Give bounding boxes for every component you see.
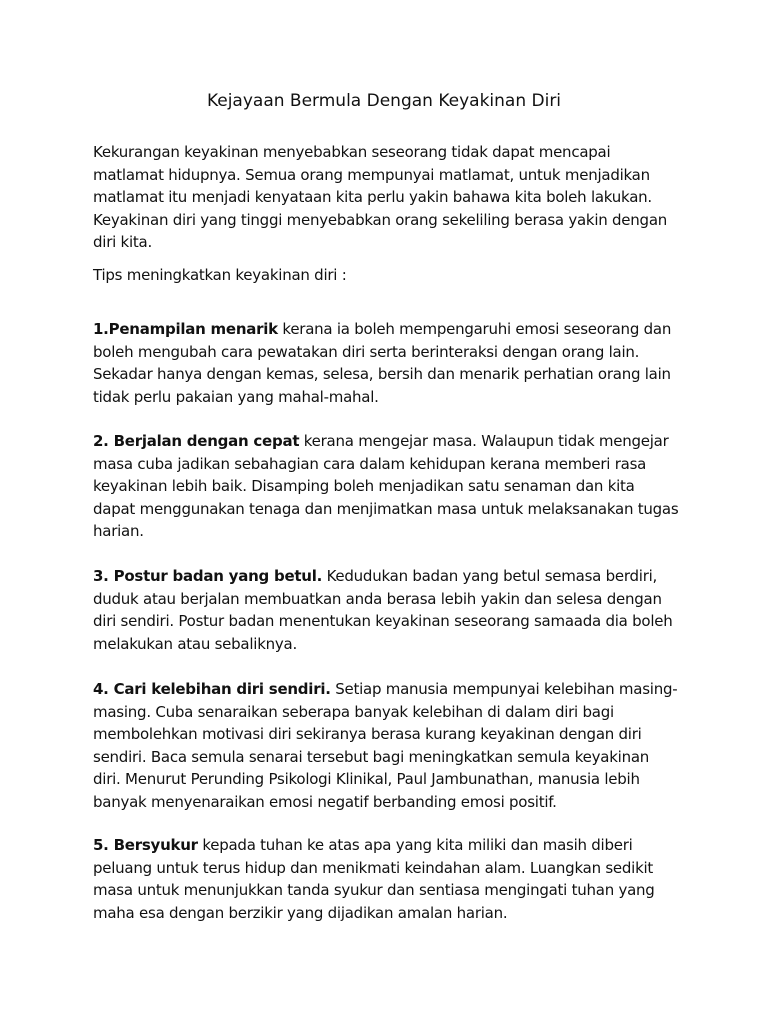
paragraph-line: maha esa dengan berzikir yang dijadikan amalan harian. bbox=[93, 903, 508, 922]
paragraph-line bbox=[93, 834, 693, 857]
tips-heading bbox=[93, 264, 693, 287]
tip-paragraph-5 bbox=[93, 834, 693, 924]
paragraph-line bbox=[93, 678, 693, 701]
paragraph-line bbox=[93, 565, 693, 588]
paragraph-line: sendiri. Baca semula senarai tersebut bagi meningkatkan semula keyakinan bbox=[93, 747, 650, 766]
tip-text: kerana mengejar masa. Walaupun tidak mengejar bbox=[299, 432, 669, 450]
tip-paragraph-1 bbox=[93, 318, 693, 408]
tip-paragraph-3 bbox=[93, 565, 693, 655]
tips-heading-text: Tips meningkatkan keyakinan diri : bbox=[93, 266, 347, 284]
paragraph-line: harian. bbox=[93, 522, 144, 541]
tip-text: Kedudukan badan yang betul semasa berdiri, bbox=[322, 567, 658, 585]
paragraph-line: Kekurangan keyakinan menyebabkan seseorang tidak dapat mencapai bbox=[93, 143, 611, 161]
paragraph-line: dapat menggunakan tenaga dan menjimatkan masa untuk melaksanakan tugas bbox=[93, 499, 679, 518]
paragraph-line: melakukan atau sebaliknya. bbox=[93, 634, 297, 653]
paragraph-line: tidak perlu pakaian yang mahal-mahal. bbox=[93, 387, 379, 406]
paragraph-line: masa untuk menunjukkan tanda syukur dan sentiasa mengingati tuhan yang bbox=[93, 881, 655, 900]
intro-paragraph bbox=[93, 141, 693, 254]
paragraph-line: boleh mengubah cara pewatakan diri serta berinteraksi dengan orang lain. bbox=[93, 342, 640, 361]
document-title: Kejayaan Bermula Dengan Keyakinan Diri bbox=[206, 91, 562, 111]
paragraph-line: diri sendiri. Postur badan menentukan keyakinan seseorang samaada dia boleh bbox=[93, 612, 673, 631]
tip-text: kepada tuhan ke atas apa yang kita miliki dan masih diberi bbox=[197, 836, 633, 854]
tip-heading: 5. Bersyukur bbox=[93, 836, 198, 854]
paragraph-line: matlamat itu menjadi kenyataan kita perlu yakin bahawa kita boleh lakukan. bbox=[93, 188, 652, 207]
paragraph-line: matlamat hidupnya. Semua orang mempunyai matlamat, untuk menjadikan bbox=[93, 165, 650, 184]
paragraph-line: Sekadar hanya dengan kemas, selesa, bersih dan menarik perhatian orang lain bbox=[93, 365, 671, 384]
tip-paragraph-4 bbox=[93, 678, 693, 814]
paragraph-line bbox=[93, 318, 693, 341]
paragraph-line: Keyakinan diri yang tinggi menyebabkan orang sekeliling berasa yakin dengan bbox=[93, 210, 668, 229]
tip-text: kerana ia boleh mempengaruhi emosi seseorang dan bbox=[277, 320, 672, 338]
tip-heading: 1.Penampilan menarik bbox=[93, 320, 278, 338]
paragraph-line: keyakinan lebih baik. Disamping boleh menjadikan satu senaman dan kita bbox=[93, 477, 635, 496]
paragraph-line: diri kita. bbox=[93, 233, 152, 252]
tip-heading: 3. Postur badan yang betul. bbox=[93, 567, 323, 585]
paragraph-line: peluang untuk terus hidup dan menikmati keindahan alam. Luangkan sedikit bbox=[93, 858, 654, 877]
paragraph-line: masing. Cuba senaraikan seberapa banyak kelebihan di dalam diri bagi bbox=[93, 702, 614, 721]
tip-heading: 2. Berjalan dengan cepat bbox=[93, 432, 300, 450]
paragraph-line: membolehkan motivasi diri sekiranya berasa kurang keyakinan dengan diri bbox=[93, 725, 642, 744]
paragraph-line: duduk atau berjalan membuatkan anda berasa lebih yakin dan selesa dengan bbox=[93, 589, 662, 608]
paragraph-line bbox=[93, 430, 693, 453]
paragraph-line: diri. Menurut Perunding Psikologi Klinikal, Paul Jambunathan, manusia lebih bbox=[93, 770, 640, 789]
tip-heading: 4. Cari kelebihan diri sendiri. bbox=[93, 680, 331, 698]
tip-paragraph-2 bbox=[93, 430, 693, 543]
paragraph-line: masa cuba jadikan sebahagian cara dalam kehidupan kerana memberi rasa bbox=[93, 454, 647, 473]
paragraph-line: banyak menyenaraikan emosi negatif berbanding emosi positif. bbox=[93, 792, 557, 811]
tip-text: Setiap manusia mempunyai kelebihan masing- bbox=[330, 680, 678, 698]
